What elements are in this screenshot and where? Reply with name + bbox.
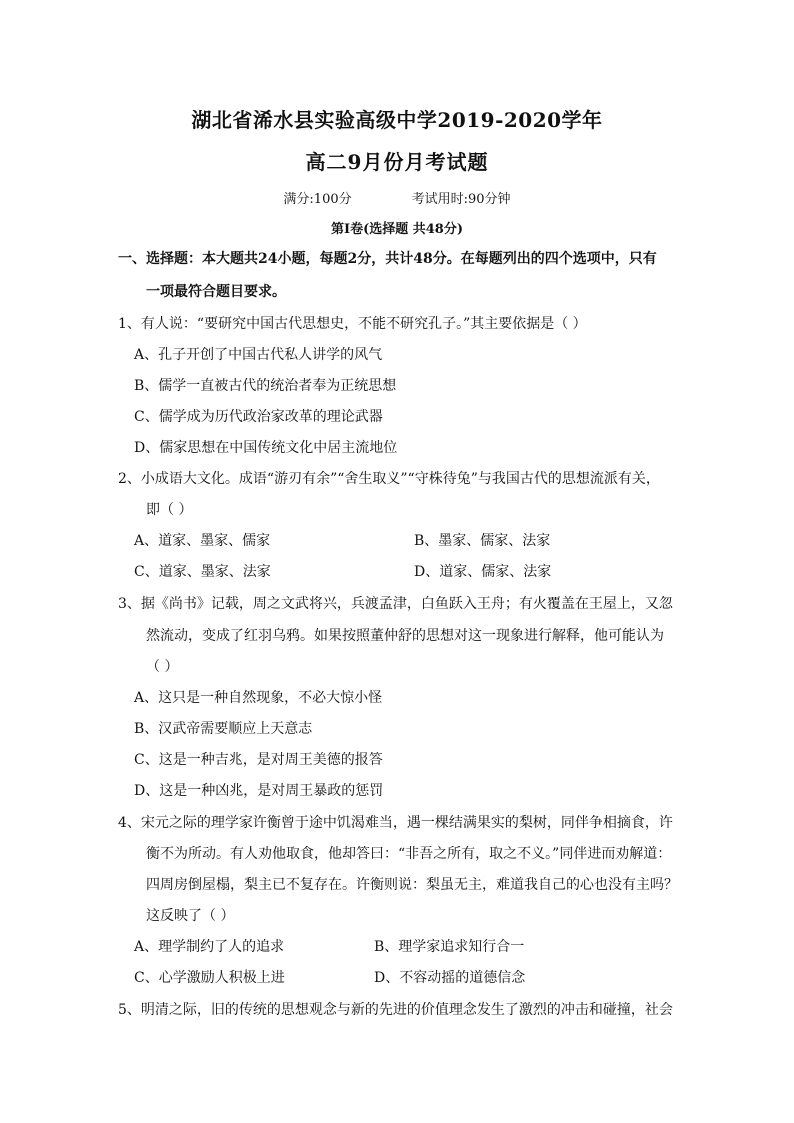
question-4-option-d: D、不容动摇的道德信念	[374, 970, 526, 986]
question-1-stem: 1、有人说：“要研究中国古代思想史，不能不研究孔子。”其主要依据是（ ）	[118, 316, 587, 332]
question-4-stem-cont-3: 这反映了（ ）	[146, 908, 235, 924]
full-score: 满分:100分	[283, 192, 352, 207]
question-2-stem: 2、小成语大文化。成语“游刃有余”“舍生取义”“守株待兔”与我国古代的思想流派有关，	[118, 471, 660, 487]
question-3-option-c: C、这是一种吉兆，是对周王美德的报答	[134, 752, 383, 768]
question-3-stem: 3、据《尚书》记载，周之文武将兴，兵渡孟津，白鱼跃入王舟；有火覆盖在王屋上，又忽	[118, 596, 673, 612]
volume-heading: 第Ⅰ卷(选择题 共48分)	[331, 222, 463, 237]
question-4-stem-cont-2: 四周房倒屋榻，梨主已不复存在。许衡则说：梨虽无主，难道我自己的心也没有主吗？	[146, 877, 678, 893]
question-2-stem-cont: 即（ ）	[146, 502, 193, 518]
exam-title-grade: 高二9月份月考试题	[305, 150, 489, 174]
exam-title-school: 湖北省浠水县实验高级中学2019-2020学年	[191, 108, 603, 132]
question-3-option-d: D、这是一种凶兆，是对周王暴政的惩罚	[134, 783, 384, 799]
question-2-option-b: B、墨家、儒家、法家	[414, 533, 551, 549]
question-1-option-c: C、儒学成为历代政治家改革的理论武器	[134, 409, 383, 425]
question-5-stem: 5、明清之际，旧的传统的思想观念与新的先进的价值理念发生了激烈的冲击和碰撞，社会	[118, 1002, 673, 1018]
question-3-stem-cont-1: 然流动，变成了红羽乌鸦。如果按照董仲舒的思想对这一现象进行解释，他可能认为	[146, 628, 664, 644]
question-4-option-c: C、心学激励人积极上进	[134, 970, 285, 986]
question-1-option-d: D、儒家思想在中国传统文化中居主流地位	[134, 440, 398, 456]
question-2-option-a: A、道家、墨家、儒家	[134, 533, 271, 549]
section-instruction-line2: 一项最符合题目要求。	[146, 284, 286, 300]
exam-meta	[0, 188, 794, 207]
question-3-stem-cont-2: （ ）	[146, 659, 179, 675]
question-3-option-b: B、汉武帝需要顺应上天意志	[134, 721, 313, 737]
question-1-option-a: A、孔子开创了中国古代私人讲学的风气	[134, 347, 383, 363]
question-3-option-a: A、这只是一种自然现象，不必大惊小怪	[134, 690, 383, 706]
question-2-option-d: D、道家、儒家、法家	[414, 564, 552, 580]
question-4-stem: 4、宋元之际的理学家许衡曾于途中饥渴难当，遇一棵结满果实的梨树，同伴争相摘食，许	[118, 815, 673, 831]
question-4-option-b: B、理学家追求知行合一	[374, 939, 525, 955]
question-4-option-a: A、理学制约了人的追求	[134, 939, 285, 955]
exam-time: 考试用时:90分钟	[411, 192, 511, 207]
section-instruction-line1: 一、选择题：本大题共24小题，每题2分，共计48分。在每题列出的四个选项中，只有	[118, 251, 657, 267]
question-4-stem-cont-1: 衡不为所动。有人劝他取食，他却答曰：“非吾之所有，取之不义。”同伴进而劝解道：	[146, 846, 672, 862]
question-2-option-c: C、道家、墨家、法家	[134, 564, 271, 580]
question-1-option-b: B、儒学一直被古代的统治者奉为正统思想	[134, 378, 397, 394]
